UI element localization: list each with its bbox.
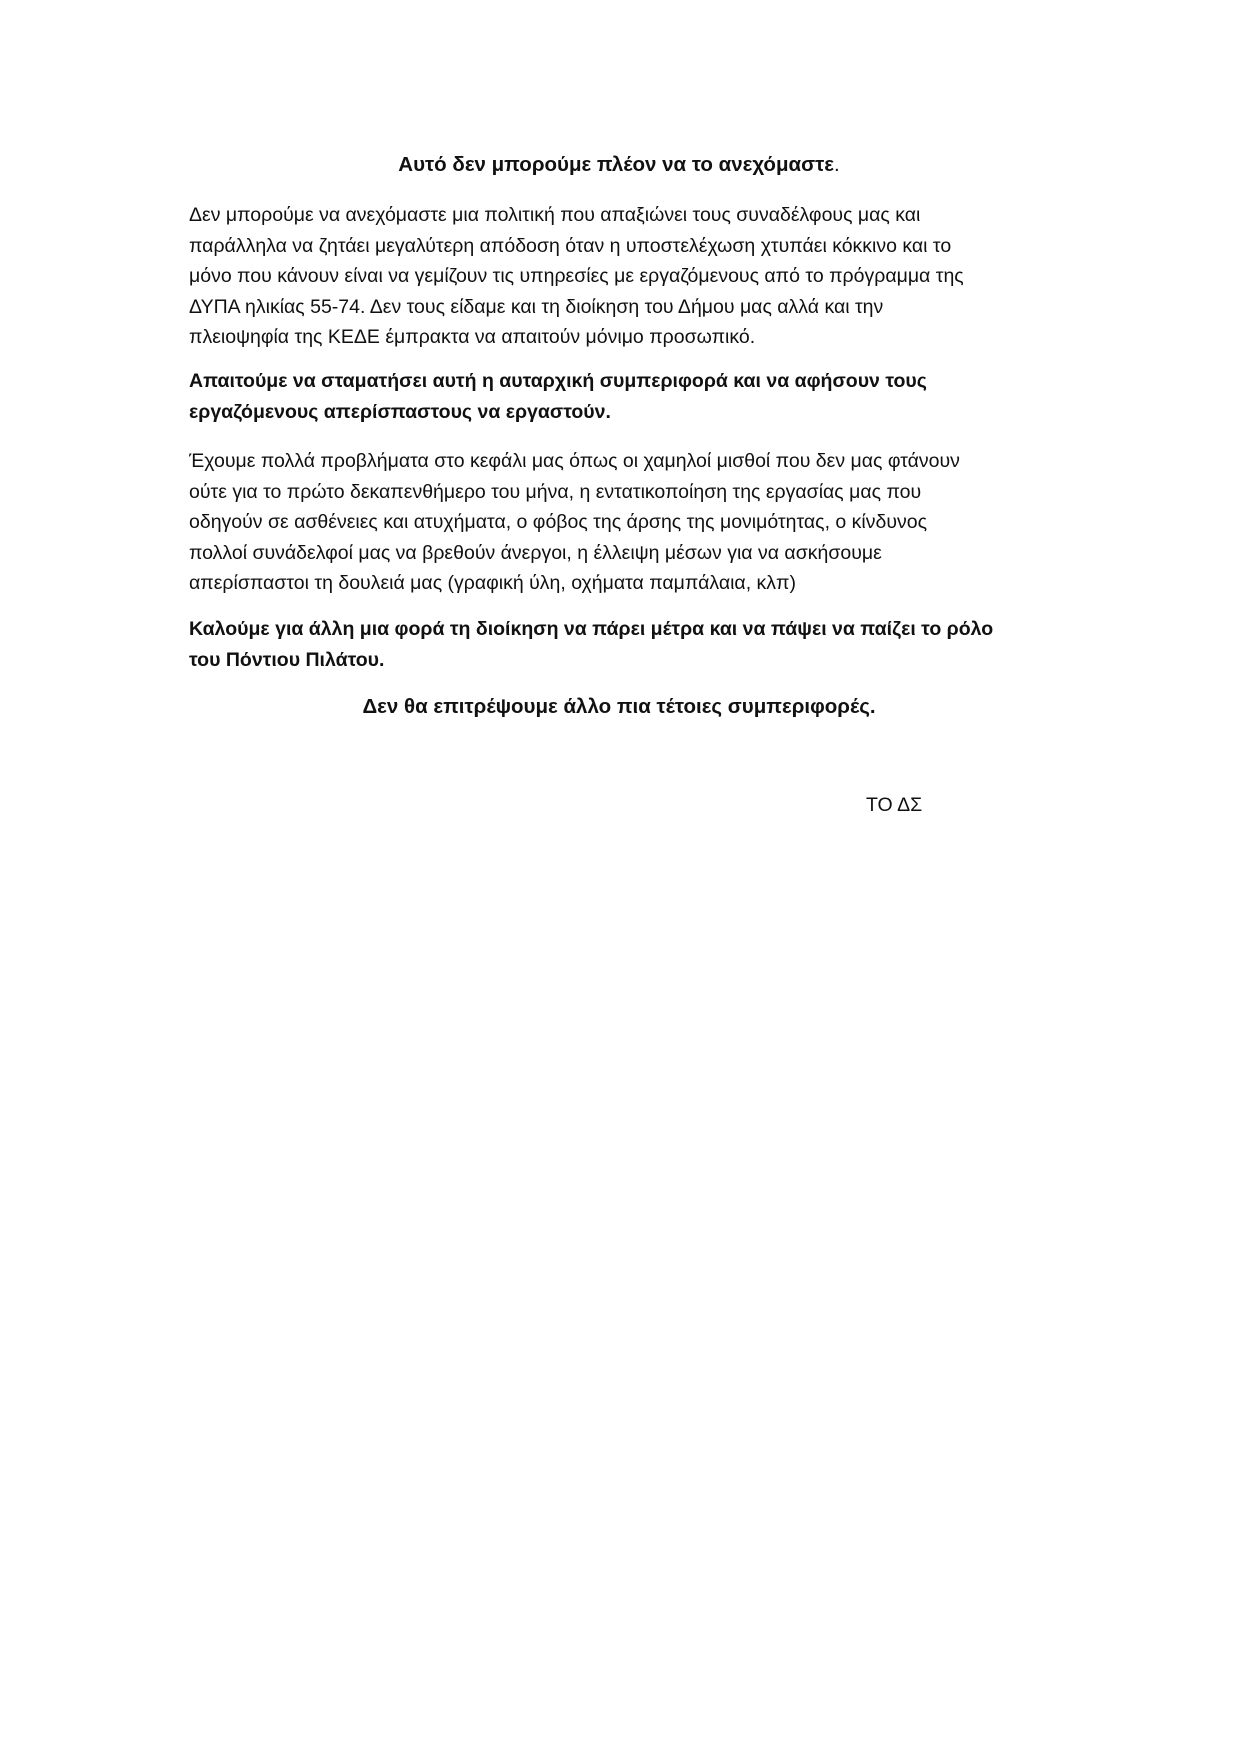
signature: ΤΟ ΔΣ: [866, 794, 923, 816]
paragraph-line: Δεν μπορούμε να ανεχόμαστε μια πολιτική που απαξιώνει τους συναδέλφους μας και: [189, 204, 921, 226]
paragraph-line: πολλοί συνάδελφοί μας να βρεθούν άνεργοι, η έλλειψη μέσων για να ασκήσουμε: [189, 541, 882, 564]
paragraph-problems: [189, 446, 1049, 599]
paragraph-call-to-action: [189, 614, 1049, 675]
paragraph-line: του Πόντιου Πιλάτου.: [189, 648, 385, 671]
document-title-period: .: [834, 153, 840, 176]
paragraph-line: απερίσπαστοι τη δουλειά μας (γραφική ύλη, οχήματα παμπάλαια, κλπ): [189, 572, 796, 594]
paragraph-line: Καλούμε για άλλη μια φορά τη διοίκηση να πάρει μέτρα και να πάψει να παίζει το ρόλο: [189, 618, 994, 640]
paragraph-line: Απαιτούμε να σταματήσει αυτή η αυταρχική συμπεριφορά και να αφήσουν τους: [189, 370, 927, 392]
paragraph-policy-criticism: [189, 200, 1049, 353]
paragraph-line: εργαζόμενους απερίσπαστους να εργαστούν.: [189, 400, 611, 423]
paragraph-line: πλειοψηφία της ΚΕΔΕ έμπρακτα να απαιτούν μόνιμο προσωπικό.: [189, 326, 756, 348]
paragraph-line: μόνο που κάνουν είναι να γεμίζουν τις υπηρεσίες με εργαζόμενους από το πρόγραμμα της: [189, 265, 964, 287]
paragraph-line: Έχουμε πολλά προβλήματα στο κεφάλι μας όπως οι χαμηλοί μισθοί που δεν μας φτάνουν: [189, 450, 960, 472]
document-title-text: Αυτό δεν μπορούμε πλέον να το ανεχόμαστε: [398, 153, 834, 176]
paragraph-line: ΔΥΠΑ ηλικίας 55-74. Δεν τους είδαμε και τη διοίκηση του Δήμου μας αλλά και την: [189, 295, 884, 318]
closing-statement: Δεν θα επιτρέψουμε άλλο πια τέτοιες συμπεριφορές.: [362, 695, 876, 718]
paragraph-line: ούτε για το πρώτο δεκαπενθήμερο του μήνα, η εντατικοποίηση της εργασίας μας που: [189, 480, 922, 503]
paragraph-line: παράλληλα να ζητάει μεγαλύτερη απόδοση όταν η υποστελέχωση χτυπάει κόκκινο και το: [189, 234, 952, 257]
document-title: [189, 150, 1049, 180]
paragraph-line: οδηγούν σε ασθένειες και ατυχήματα, ο φόβος της άρσης της μονιμότητας, ο κίνδυνος: [189, 511, 928, 533]
paragraph-demand: [189, 366, 1049, 427]
